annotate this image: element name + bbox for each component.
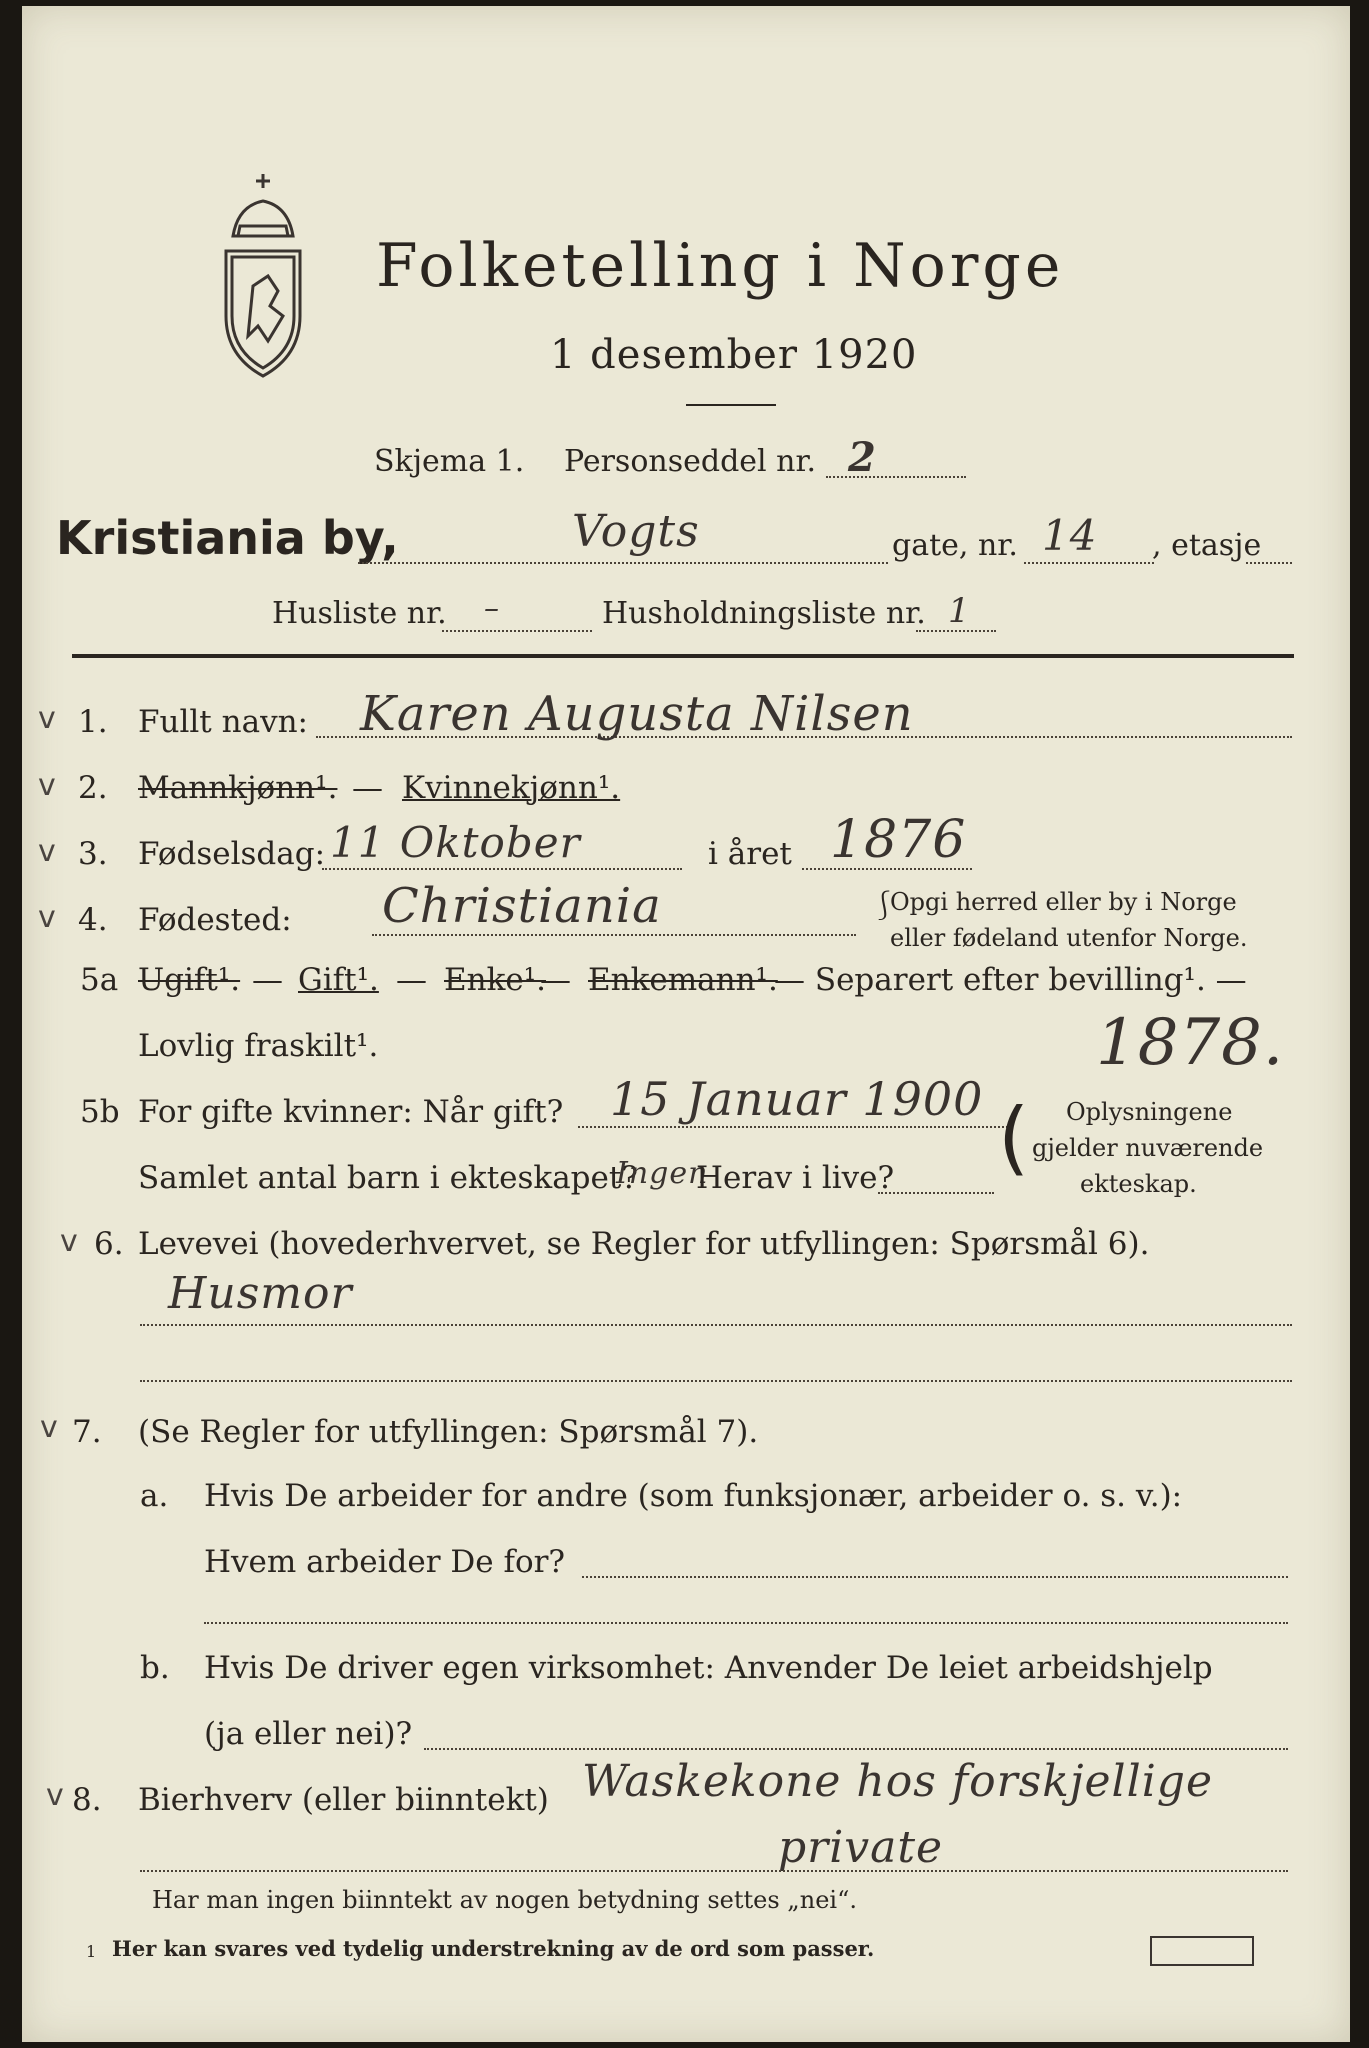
q1-full-name: Karen Augusta Nilsen <box>360 686 914 742</box>
q1-check-mark: v <box>38 701 56 736</box>
city-label: Kristiania by, <box>56 511 399 565</box>
q4-note-line2: eller fødeland utenfor Norge. <box>890 924 1248 952</box>
q6-number: 6. <box>94 1226 124 1262</box>
personseddel-value: 2 <box>848 434 877 481</box>
q7b-line <box>424 1748 1288 1750</box>
q5a-dash-3: — <box>540 962 571 998</box>
q4-note-brace: ⎰ <box>870 889 899 922</box>
q7b-text: Hvis De driver egen virksomhet: Anvender De leiet arbeidshjelp <box>204 1650 1213 1686</box>
q5b-note-line3: ekteskap. <box>1080 1170 1197 1198</box>
q8-label: Bierhverv (eller biinntekt) <box>138 1782 549 1818</box>
footnote-text: Her kan svares ved tydelig understrekning av de ord som passer. <box>112 1936 875 1961</box>
q7-number: 7. <box>72 1414 102 1450</box>
footnote-number: 1 <box>86 1942 97 1961</box>
number-value: 14 <box>1042 511 1098 560</box>
q5b-alive-label: Herav i live? <box>696 1160 895 1196</box>
q4-label: Fødested: <box>138 902 292 938</box>
q5a-dash-2: — <box>396 962 427 998</box>
husliste-label: Husliste nr. <box>272 596 447 631</box>
personseddel-label: Personseddel nr. <box>564 444 817 479</box>
q7a-line-2 <box>204 1622 1288 1624</box>
q4-check-mark: v <box>38 900 56 935</box>
q2-number: 2. <box>78 770 108 806</box>
q5a-enkemann-option: Enkemann¹. <box>588 962 778 998</box>
q6-line-1 <box>140 1324 1292 1326</box>
q5a-dash-1: — <box>252 962 283 998</box>
q5a-separert-text: — Separert efter bevilling¹. — <box>774 962 1247 998</box>
q5b-children-label: Samlet antal barn i ekteskapet? <box>138 1160 638 1196</box>
husholdning-label: Husholdningsliste nr. <box>602 596 926 631</box>
q2-female-option: Kvinnekjønn¹. <box>402 770 621 806</box>
q5b-alive-line <box>878 1192 994 1194</box>
q3-year-label: i året <box>708 836 792 872</box>
printer-stamp <box>1150 1936 1254 1966</box>
q3-day-value: 11 Oktober <box>330 818 581 867</box>
q5b-note-line1: Oplysningene <box>1066 1098 1233 1126</box>
q2-separator: — <box>352 770 383 806</box>
q5a-ugift-option: Ugift¹. <box>138 962 241 998</box>
q5b-children-value: Ingen <box>616 1156 709 1191</box>
q4-line <box>372 934 856 936</box>
q1-label: Fullt navn: <box>138 704 308 740</box>
q7b-letter: b. <box>140 1650 170 1686</box>
census-form <box>22 6 1350 2042</box>
q5b-married-line <box>578 1126 1008 1128</box>
schema-label: Skjema 1. <box>374 444 525 479</box>
q1-number: 1. <box>78 704 108 740</box>
coat-of-arms-icon <box>208 166 318 386</box>
title-divider <box>686 404 776 406</box>
personseddel-line <box>826 476 966 478</box>
q2-male-option: Mannkjønn¹. <box>138 770 338 806</box>
q6-occupation: Husmor <box>168 1268 353 1319</box>
q7a-line-1 <box>582 1576 1288 1578</box>
q6-line-2 <box>140 1380 1292 1382</box>
q5b-number: 5b <box>80 1094 120 1130</box>
q8-value-line1: Waskekone hos forskjellige <box>582 1756 1213 1807</box>
q3-year-value: 1876 <box>830 810 967 870</box>
q7a-question: Hvem arbeider De for? <box>204 1544 566 1580</box>
q5a-number: 5a <box>80 962 119 998</box>
q4-birthplace: Christiania <box>382 878 662 934</box>
q4-note-line1: Opgi herred eller by i Norge <box>890 888 1237 916</box>
q5b-note-brace: ( <box>998 1091 1030 1184</box>
footer-note: Har man ingen biinntekt av nogen betydning settes „nei“. <box>152 1886 857 1914</box>
q7-check-mark: v <box>40 1410 58 1445</box>
q6-label: Levevei (hovederhvervet, se Regler for utfyllingen: Spørsmål 6). <box>138 1226 1150 1262</box>
etasje-label: , etasje <box>1152 528 1262 563</box>
q3-check-mark: v <box>38 834 56 869</box>
q8-line <box>140 1870 1288 1872</box>
q5b-label: For gifte kvinner: Når gift? <box>138 1094 564 1130</box>
q2-check-mark: v <box>38 768 56 803</box>
husliste-line <box>442 630 592 632</box>
q3-number: 3. <box>78 836 108 872</box>
q5b-married-value: 15 Januar 1900 <box>610 1072 984 1126</box>
q5a-gift-option: Gift¹. <box>298 962 379 998</box>
q6-check-mark: v <box>60 1224 78 1259</box>
q5a-enke-option: Enke¹. <box>444 962 547 998</box>
husliste-value: – <box>484 591 500 626</box>
street-line <box>358 562 888 564</box>
q3-label: Fødselsdag: <box>138 836 326 872</box>
husholdning-value: 1 <box>948 591 971 631</box>
etasje-line <box>1246 562 1292 564</box>
q5a-margin-note: 1878. <box>1096 1006 1285 1080</box>
q4-number: 4. <box>78 902 108 938</box>
q5a-fraskilt-option: Lovlig fraskilt¹. <box>138 1028 379 1064</box>
q8-value-line2: private <box>778 1822 944 1873</box>
q3-day-line <box>322 868 682 870</box>
q7a-text: Hvis De arbeider for andre (som funksjonær, arbeider o. s. v.): <box>204 1478 1183 1514</box>
q5b-note-line2: gjelder nuværende <box>1032 1134 1264 1162</box>
form-title: Folketelling i Norge <box>376 231 1065 301</box>
street-value: Vogts <box>572 506 700 557</box>
gate-label: gate, nr. <box>892 528 1018 563</box>
number-line <box>1024 562 1154 564</box>
q7-label: (Se Regler for utfyllingen: Spørsmål 7). <box>138 1414 759 1450</box>
census-date: 1 desember 1920 <box>550 332 918 378</box>
q8-number: 8. <box>72 1782 102 1818</box>
header-divider <box>72 654 1294 658</box>
q8-check-mark: v <box>46 1778 64 1813</box>
q7b-question: (ja eller nei)? <box>204 1716 413 1752</box>
q7a-letter: a. <box>140 1478 169 1514</box>
